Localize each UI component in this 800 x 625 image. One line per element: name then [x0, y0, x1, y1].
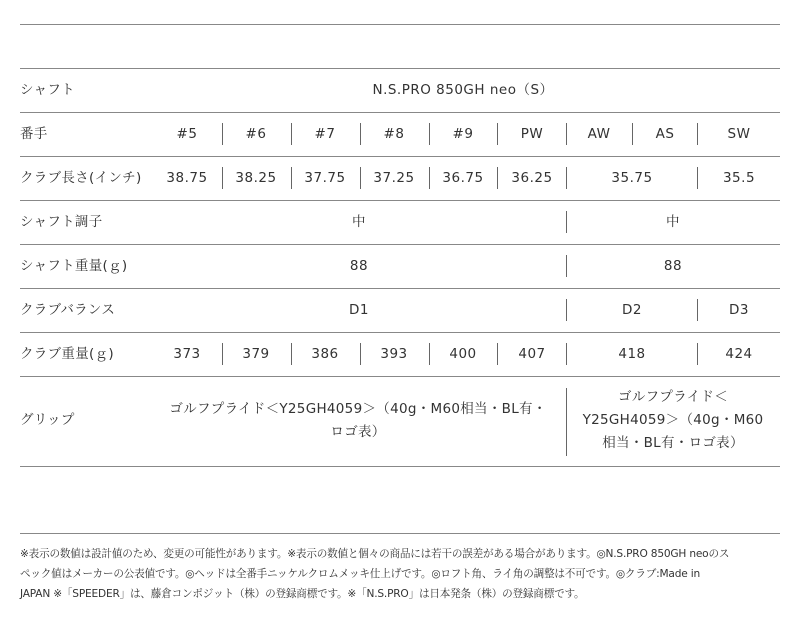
footnote-line: ペック値はメーカーの公表値です。◎ヘッドは全番手ニッケルクロムメッキ仕上げです。◎ロフト角、ライ角の調整は不可です。◎クラブ:Made in: [20, 568, 700, 580]
column-separator: [291, 167, 292, 189]
column-separator: [697, 167, 698, 189]
column-separator: [429, 343, 430, 365]
club-weight-aw-as: 418: [618, 346, 646, 362]
row-divider: [20, 376, 780, 377]
row-label-club-length: クラブ長さ(インチ): [20, 170, 142, 186]
row-label-shaft-flex: シャフト調子: [20, 214, 103, 230]
club-length-6: 38.25: [235, 170, 277, 186]
row-label-shaft: シャフト: [20, 82, 75, 98]
column-separator: [566, 211, 567, 233]
column-separator: [497, 123, 498, 145]
club-weight-8: 393: [380, 346, 408, 362]
row-divider: [20, 288, 780, 289]
row-label-club-balance: クラブバランス: [20, 302, 116, 318]
club-balance-irons: D1: [349, 302, 369, 318]
row-label-shaft-weight: シャフト重量(ｇ): [20, 258, 128, 274]
club-length-pw: 36.25: [511, 170, 553, 186]
column-separator: [566, 255, 567, 277]
row-divider: [20, 156, 780, 157]
club-balance-aw-as: D2: [622, 302, 642, 318]
column-separator: [566, 167, 567, 189]
grip-wedges-line-2: Y25GH4059＞（40g・M60: [582, 412, 764, 428]
column-separator: [697, 299, 698, 321]
column-separator: [222, 123, 223, 145]
column-separator: [360, 167, 361, 189]
column-separator: [360, 123, 361, 145]
club-number-sw: SW: [727, 126, 751, 142]
club-weight-pw: 407: [518, 346, 546, 362]
club-weight-5: 373: [173, 346, 201, 362]
row-label-grip: グリップ: [20, 412, 75, 428]
column-separator: [360, 343, 361, 365]
grip-wedges-line-3: 相当・BL有・ロゴ表）: [602, 435, 744, 451]
shaft-flex-irons: 中: [352, 214, 366, 230]
row-divider: [20, 68, 780, 69]
grip-wedges-value: [568, 386, 778, 455]
column-separator: [566, 299, 567, 321]
club-length-9: 36.75: [442, 170, 484, 186]
grip-wedges-line-1: ゴルフプライド＜: [618, 389, 728, 405]
shaft-flex-wedges: 中: [666, 214, 680, 230]
footnote-line: ※表示の数値は設計値のため、変更の可能性があります。※表示の数値と個々の商品には若干の誤差がある場合があります。◎N.S.PRO 850GH neoのス: [20, 548, 730, 560]
club-weight-9: 400: [449, 346, 477, 362]
column-separator: [566, 388, 567, 456]
grip-irons-line-1: ゴルフプライド＜Y25GH4059＞（40g・M60相当・BL有・: [169, 401, 547, 417]
club-weight-7: 386: [311, 346, 339, 362]
club-weight-sw: 424: [725, 346, 753, 362]
row-divider: [20, 112, 780, 113]
club-length-7: 37.75: [304, 170, 346, 186]
club-number-9: #9: [452, 126, 474, 142]
column-separator: [497, 343, 498, 365]
row-divider: [20, 332, 780, 333]
shaft-model-value: N.S.PRO 850GH neo（S）: [372, 82, 554, 98]
column-separator: [291, 343, 292, 365]
club-number-pw: PW: [520, 126, 544, 142]
grip-irons-value: [158, 398, 558, 444]
club-weight-6: 379: [242, 346, 270, 362]
notes-top-border: [20, 533, 780, 534]
column-separator: [566, 343, 567, 365]
column-separator: [291, 123, 292, 145]
club-number-aw: AW: [587, 126, 611, 142]
row-divider: [20, 200, 780, 201]
club-length-5: 38.75: [166, 170, 208, 186]
club-number-as: AS: [655, 126, 675, 142]
club-number-5: #5: [176, 126, 198, 142]
club-number-8: #8: [383, 126, 405, 142]
column-separator: [497, 167, 498, 189]
column-separator: [632, 123, 633, 145]
club-length-aw-as: 35.75: [611, 170, 653, 186]
club-number-6: #6: [245, 126, 267, 142]
column-separator: [222, 167, 223, 189]
table-top-border: [20, 24, 780, 25]
row-divider: [20, 244, 780, 245]
row-label-club-weight: クラブ重量(ｇ): [20, 346, 114, 362]
club-length-8: 37.25: [373, 170, 415, 186]
column-separator: [697, 123, 698, 145]
footnote-line: JAPAN ※「SPEEDER」は、藤倉コンポジット（株）の登録商標です。※「N.S.PRO」は日本発条（株）の登録商標です。: [20, 588, 585, 600]
column-separator: [697, 343, 698, 365]
column-separator: [429, 123, 430, 145]
column-separator: [222, 343, 223, 365]
club-balance-sw: D3: [729, 302, 749, 318]
row-label-number: 番手: [20, 126, 48, 142]
club-number-7: #7: [314, 126, 336, 142]
shaft-weight-wedges: 88: [663, 258, 683, 274]
shaft-weight-irons: 88: [349, 258, 369, 274]
column-separator: [566, 123, 567, 145]
table-bottom-border: [20, 466, 780, 467]
club-length-sw: 35.5: [722, 170, 756, 186]
grip-irons-line-2: ロゴ表）: [330, 424, 386, 440]
footnotes: [20, 544, 780, 604]
column-separator: [429, 167, 430, 189]
